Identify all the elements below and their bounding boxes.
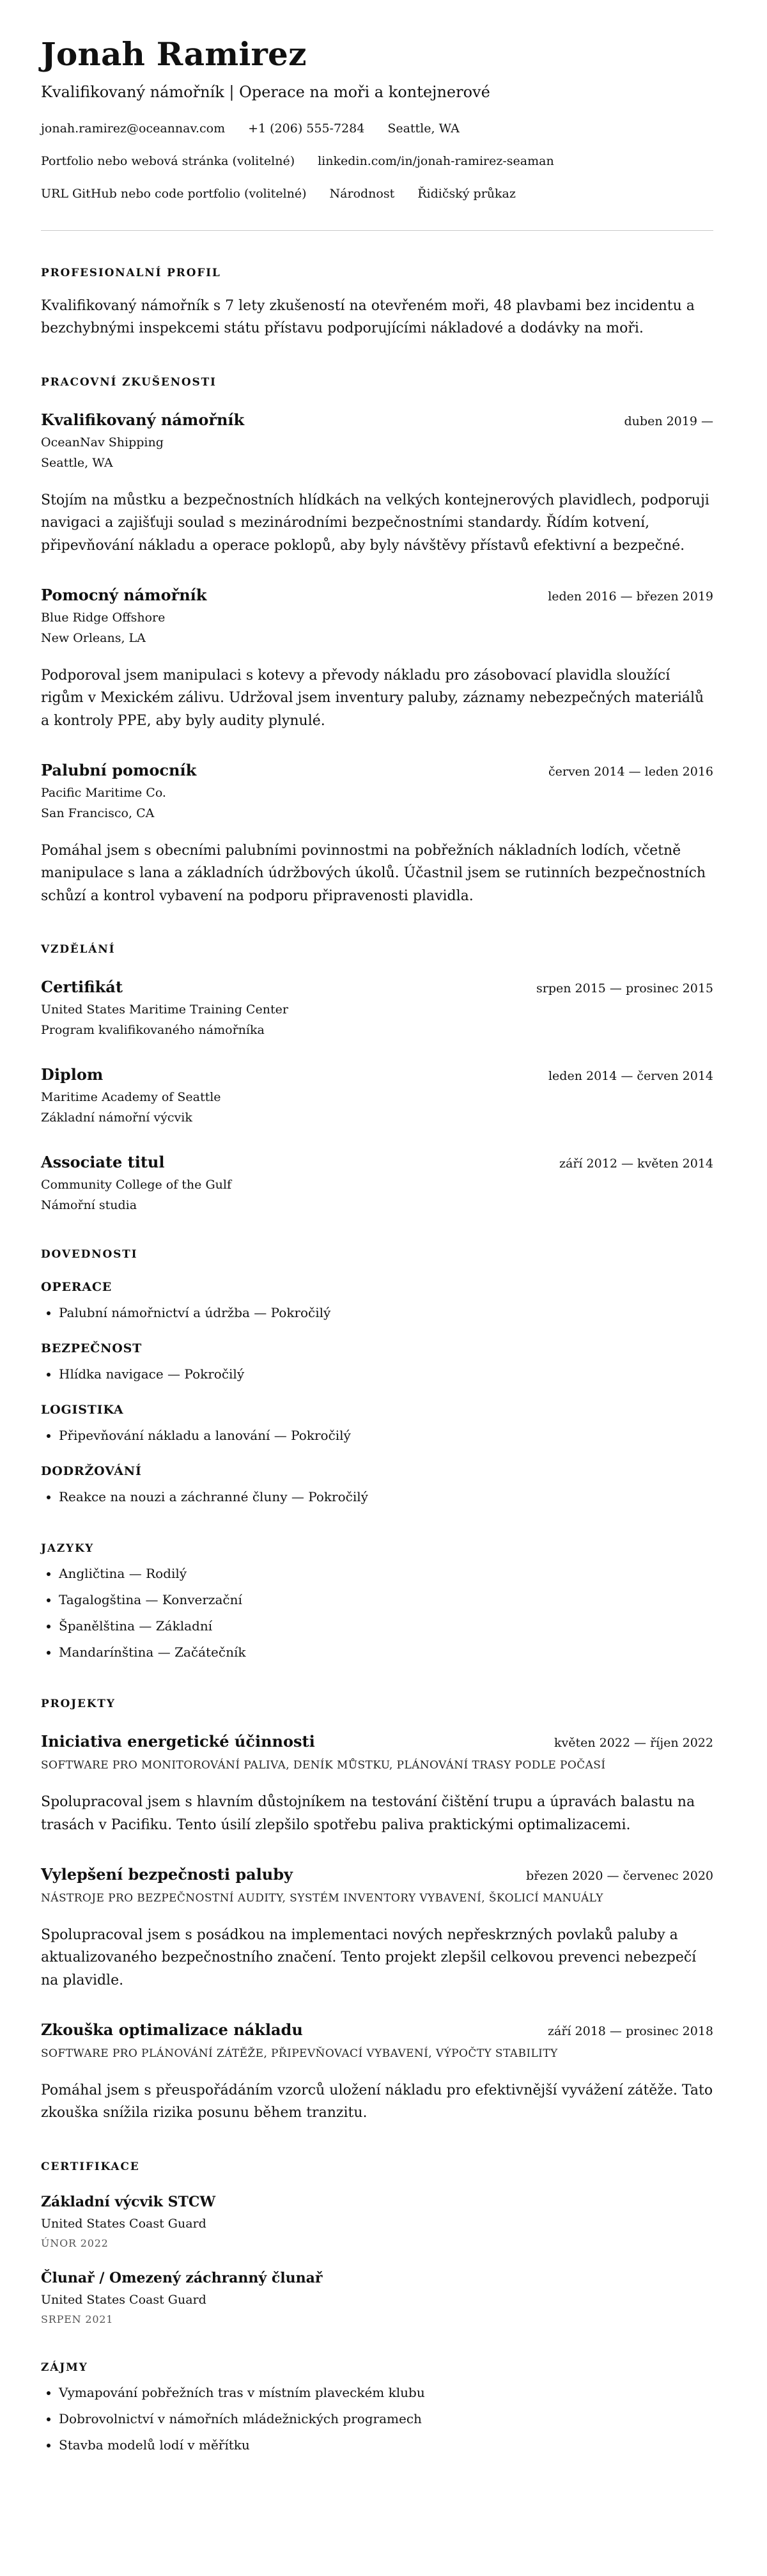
job-header <box>41 410 713 429</box>
skill-category: BEZPEČNOST <box>41 1341 143 1356</box>
interests-heading: ZÁJMY <box>41 2361 88 2374</box>
education-dates: září 2012 — květen 2014 <box>559 1157 713 1171</box>
certification-entry <box>41 2194 713 2249</box>
language-item: • Angličtina — Rodilý <box>59 1564 713 1583</box>
job-title: Palubní pomocník <box>41 760 197 779</box>
experience-heading: PRACOVNÍ ZKUŠENOSTI <box>41 375 217 389</box>
skill-item: • Připevňování nákladu a lanování — Pokročilý <box>59 1426 713 1445</box>
phone-text: +1 (206) 555-7284 <box>248 121 365 136</box>
degree-title: Associate titul <box>41 1153 165 1172</box>
education-entry <box>41 1065 713 1125</box>
job-dates: červen 2014 — leden 2016 <box>548 764 713 779</box>
skill-category: DODRŽOVÁNÍ <box>41 1464 142 1479</box>
project-dates: květen 2022 — říjen 2022 <box>554 1736 713 1751</box>
job-dates: duben 2019 — <box>624 414 713 428</box>
project-dates: březen 2020 — červenec 2020 <box>526 1868 713 1883</box>
skill-item: • Hlídka navigace — Pokročilý <box>59 1364 713 1384</box>
candidate-headline: Kvalifikovaný námořník | Operace na moři a kontejnerové <box>41 82 490 101</box>
skill-group <box>41 1464 713 1506</box>
skill-category: LOGISTIKA <box>41 1403 124 1417</box>
school-name: Maritime Academy of Seattle <box>41 1090 221 1105</box>
program-name: Námořní studia <box>41 1198 137 1213</box>
certification-entry <box>41 2270 713 2325</box>
certification-date: ÚNOR 2022 <box>41 2236 109 2249</box>
degree-title: Diplom <box>41 1065 104 1084</box>
program-name: Základní námořní výcvik <box>41 1111 192 1125</box>
skill-group <box>41 1280 713 1322</box>
education-dates: leden 2014 — červen 2014 <box>548 1069 713 1084</box>
skill-item: • Palubní námořnictví a údržba — Pokročilý <box>59 1303 713 1322</box>
header-divider <box>41 230 713 231</box>
nationality-text: Národnost <box>329 186 395 201</box>
contact-row-2 <box>41 154 713 168</box>
certification-date: SRPEN 2021 <box>41 2313 114 2325</box>
portfolio-text: Portfolio nebo webová stránka (volitelné) <box>41 153 295 168</box>
job-description: Pomáhal jsem s obecními palubními povinnostmi na pobřežních nákladních lodích, včetně manipulace s lana a základních údržbových úkolů. Účastnil jsem se rutinních bezpečnostních schůzí a kontrol vybavení na podporu připravenosti plavidla. <box>41 842 706 904</box>
certifications-heading: CERTIFIKACE <box>41 2160 140 2173</box>
job-description: Stojím na můstku a bezpečnostních hlídkách na velkých kontejnerových plavidlech, podporuji navigaci a zajišťuji soulad s mezinárodními bezpečnostními standardy. Řídím kotvení, připevňování nákladu a operace poklopů, aby byly návštěvy přístavů efektivní a bezpečné. <box>41 492 709 554</box>
job-location: Seattle, WA <box>41 455 113 470</box>
skill-list <box>41 1426 713 1445</box>
skill-list <box>41 1303 713 1322</box>
resume-header <box>41 36 713 201</box>
language-item: • Španělština — Základní <box>59 1616 713 1635</box>
project-tools: SOFTWARE PRO PLÁNOVÁNÍ ZÁTĚŽE, PŘIPEVŇOVACÍ VYBAVENÍ, VÝPOČTY STABILITY <box>41 2047 558 2060</box>
skill-list <box>41 1487 713 1506</box>
skill-group <box>41 1403 713 1445</box>
section-experience <box>41 376 713 908</box>
project-header <box>41 1732 713 1751</box>
interest-item: • Vymapování pobřežních tras v místním plaveckém klubu <box>59 2383 713 2402</box>
project-description: Pomáhal jsem s přeuspořádáním vzorců uložení nákladu pro efektivnější vyvážení zátěže. Tato zkouška snížila rizika posunu během tranzitu. <box>41 2082 713 2121</box>
job-entry <box>41 410 713 558</box>
location-text: Seattle, WA <box>387 121 460 136</box>
contact-row-3 <box>41 187 713 201</box>
certification-issuer: United States Coast Guard <box>41 2216 206 2231</box>
interest-item: • Dobrovolnictví v námořních mládežnických programech <box>59 2409 713 2428</box>
job-entry <box>41 761 713 908</box>
github-text: URL GitHub nebo code portfolio (volitelné) <box>41 186 307 201</box>
projects-heading: PROJEKTY <box>41 1698 116 1711</box>
project-title: Zkouška optimalizace nákladu <box>41 2020 303 2039</box>
section-skills <box>41 1248 713 1506</box>
interest-list <box>41 2383 713 2455</box>
section-interests <box>41 2361 713 2455</box>
language-list <box>41 1564 713 1662</box>
education-entry <box>41 978 713 1037</box>
interest-item: • Stavba modelů lodí v měřítku <box>59 2435 713 2455</box>
certification-title: Základní výcvik STCW <box>41 2193 216 2210</box>
job-header <box>41 761 713 779</box>
school-name: United States Maritime Training Center <box>41 1003 288 1017</box>
job-company: OceanNav Shipping <box>41 435 164 449</box>
skill-category: OPERACE <box>41 1280 112 1295</box>
education-entry <box>41 1153 713 1212</box>
job-company: Blue Ridge Offshore <box>41 610 166 625</box>
job-title: Kvalifikovaný námořník <box>41 410 245 429</box>
degree-title: Certifikát <box>41 978 123 997</box>
education-header <box>41 1065 713 1084</box>
job-title: Pomocný námořník <box>41 585 207 604</box>
linkedin-text: linkedin.com/in/jonah-ramirez-seaman <box>318 153 554 168</box>
drivers-license-text: Řidičský průkaz <box>417 186 516 201</box>
section-projects <box>41 1698 713 2124</box>
profile-heading: PROFESIONALNÍ PROFIL <box>41 266 221 279</box>
skill-list <box>41 1364 713 1384</box>
certification-issuer: United States Coast Guard <box>41 2292 206 2307</box>
education-header <box>41 978 713 996</box>
project-description: Spolupracoval jsem s hlavním důstojníkem na testování čištění trupu a úpravách balastu na trasách v Pacifiku. Tento úsilí zlepšilo spotřebu paliva praktickými optimalizacemi. <box>41 1794 695 1833</box>
project-description: Spolupracoval jsem s posádkou na implementaci nových nepřeskrzných povlaků paluby a aktualizovaného bezpečnostního značení. Tento projekt zlepšil celkovou prevenci nebezpečí na plavidle. <box>41 1926 697 1988</box>
candidate-name: Jonah Ramirez <box>41 35 307 73</box>
education-header <box>41 1153 713 1171</box>
section-education <box>41 943 713 1212</box>
contact-row-1 <box>41 121 713 136</box>
job-description: Podporoval jsem manipulaci s kotevy a převody nákladu pro zásobovací plavidla sloužící rigům v Mexickém zálivu. Udržoval jsem inventury paluby, záznamy nebezpečných materiálů a kontroly PPE, aby byly audity plynulé. <box>41 667 704 729</box>
skill-item: • Reakce na nouzi a záchranné čluny — Pokročilý <box>59 1487 713 1506</box>
school-name: Community College of the Gulf <box>41 1178 231 1192</box>
project-title: Iniciativa energetické účinnosti <box>41 1732 315 1751</box>
email-text: jonah.ramirez@oceannav.com <box>41 121 226 136</box>
section-profile <box>41 267 713 340</box>
job-location: New Orleans, LA <box>41 630 146 645</box>
profile-summary: Kvalifikovaný námořník s 7 lety zkušeností na otevřeném moři, 48 plavbami bez incidentu a bezchybnými inspekcemi státu přístavu podporujícími nákladové a dodávky na moři. <box>41 297 695 337</box>
project-title: Vylepšení bezpečnosti paluby <box>41 1864 293 1884</box>
project-header <box>41 1865 713 1884</box>
job-entry <box>41 586 713 733</box>
language-item: • Tagalogština — Konverzační <box>59 1590 713 1609</box>
project-tools: SOFTWARE PRO MONITOROVÁNÍ PALIVA, DENÍK MŮSTKU, PLÁNOVÁNÍ TRASY PODLE POČASÍ <box>41 1759 606 1772</box>
skill-group <box>41 1341 713 1384</box>
languages-heading: JAZYKY <box>41 1542 95 1556</box>
section-certifications <box>41 2160 713 2325</box>
section-languages <box>41 1542 713 1662</box>
project-header <box>41 2020 713 2039</box>
project-tools: NÁSTROJE PRO BEZPEČNOSTNÍ AUDITY, SYSTÉM INVENTORY VYBAVENÍ, ŠKOLICÍ MANUÁLY <box>41 1891 603 1905</box>
project-entry <box>41 1865 713 1992</box>
project-dates: září 2018 — prosinec 2018 <box>548 2024 713 2038</box>
education-heading: VZDĚLÁNÍ <box>41 943 116 956</box>
job-location: San Francisco, CA <box>41 806 155 820</box>
job-company: Pacific Maritime Co. <box>41 785 166 800</box>
certification-title: Člunař / Omezený záchranný člunař <box>41 2269 323 2286</box>
skills-heading: DOVEDNOSTI <box>41 1248 138 1261</box>
language-item: • Mandarínština — Začátečník <box>59 1643 713 1662</box>
program-name: Program kvalifikovaného námořníka <box>41 1023 265 1038</box>
job-dates: leden 2016 — březen 2019 <box>548 589 713 604</box>
job-header <box>41 586 713 604</box>
project-entry <box>41 2020 713 2125</box>
project-entry <box>41 1732 713 1836</box>
education-dates: srpen 2015 — prosinec 2015 <box>536 981 713 996</box>
